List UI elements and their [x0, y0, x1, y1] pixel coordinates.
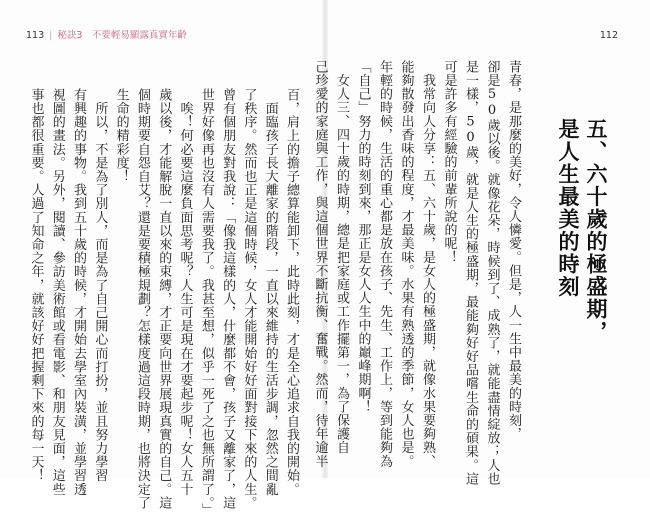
left-page-body: 百，肩上的擔子總算能卸下，此時此刻，才是全心追求自我的開始。 面臨孩子長大離家的階段，一直以來維持的生活步調，忽然之間亂 了秩序。然而也正是這個時候，女人才能開始好好面對接下來的人生。 曾有個朋友對我說：「像我這樣的人，什麼都不會，孩子又離家了，這 世界好像再也沒有人需要我了。我甚至想，似乎一死了之也無所謂了。」 唉！何必要這麼負面思考呢？人生可是現在才要起步呢！女人五十 歲以後，才能解脫一直以來的束縛，才正要向世界展現真實的自己。這 個時期要自怨自艾？還是要積極規劃？怎樣度過這段時期，也將決定了 生命的精彩度！ 所以，不是為了別人，而是為了自己開心而打扮，並且努力學習 有興趣的事物。我到五十歲的時候，才開始去學室內裝潢，並學習透 視圖的畫法。另外，閱讀、參訪美術館或看電影、和朋友見面，這些 事也都很重要。人過了知命之年，就該好好把握剩下來的每一天！ [28, 88, 299, 517]
right-page-number: 112 [599, 30, 618, 41]
header-separator: | [49, 30, 53, 41]
left-page-number: 113 [26, 30, 45, 41]
left-page-header [26, 29, 187, 43]
right-page [312, 0, 650, 486]
left-page [0, 0, 324, 517]
chapter-title: 五、六十歲的極盛期， 是人生最美的時刻 [556, 118, 609, 343]
running-title: 秘訣3 不要輕易顯露真實年齡 [57, 30, 187, 41]
right-page-body: 青春，是那麼的美好，令人憐愛。但是，人一生中最美的時刻， 卻是50歲以後。就像花朵，時候到了、成熟了，就能盡情綻放；人也 是一樣，50歲，就是人生的極盛期，最能夠好好品嚐生命的碩果。這 可是許多有經驗的前輩所說的呢！ 我常向人分享：五、六十歲，是女人的極盛期，就像水果要夠熟、 能夠散發出香味的程度，才最美味。水果有熟透的季節，女人也是。 年輕的時候，生活的重心都是放在孩子、先生、工作上，等到能夠為 「自己」努力的時刻到來，那正是女人人生中的巔峰期啊！ 女人三、四十歲的時期，總是把家庭或工作擺第一，為了保護自 己珍愛的家庭與工作，與這個世界不斷抗衡、奮戰。然而，待年逾半 [312, 60, 521, 486]
